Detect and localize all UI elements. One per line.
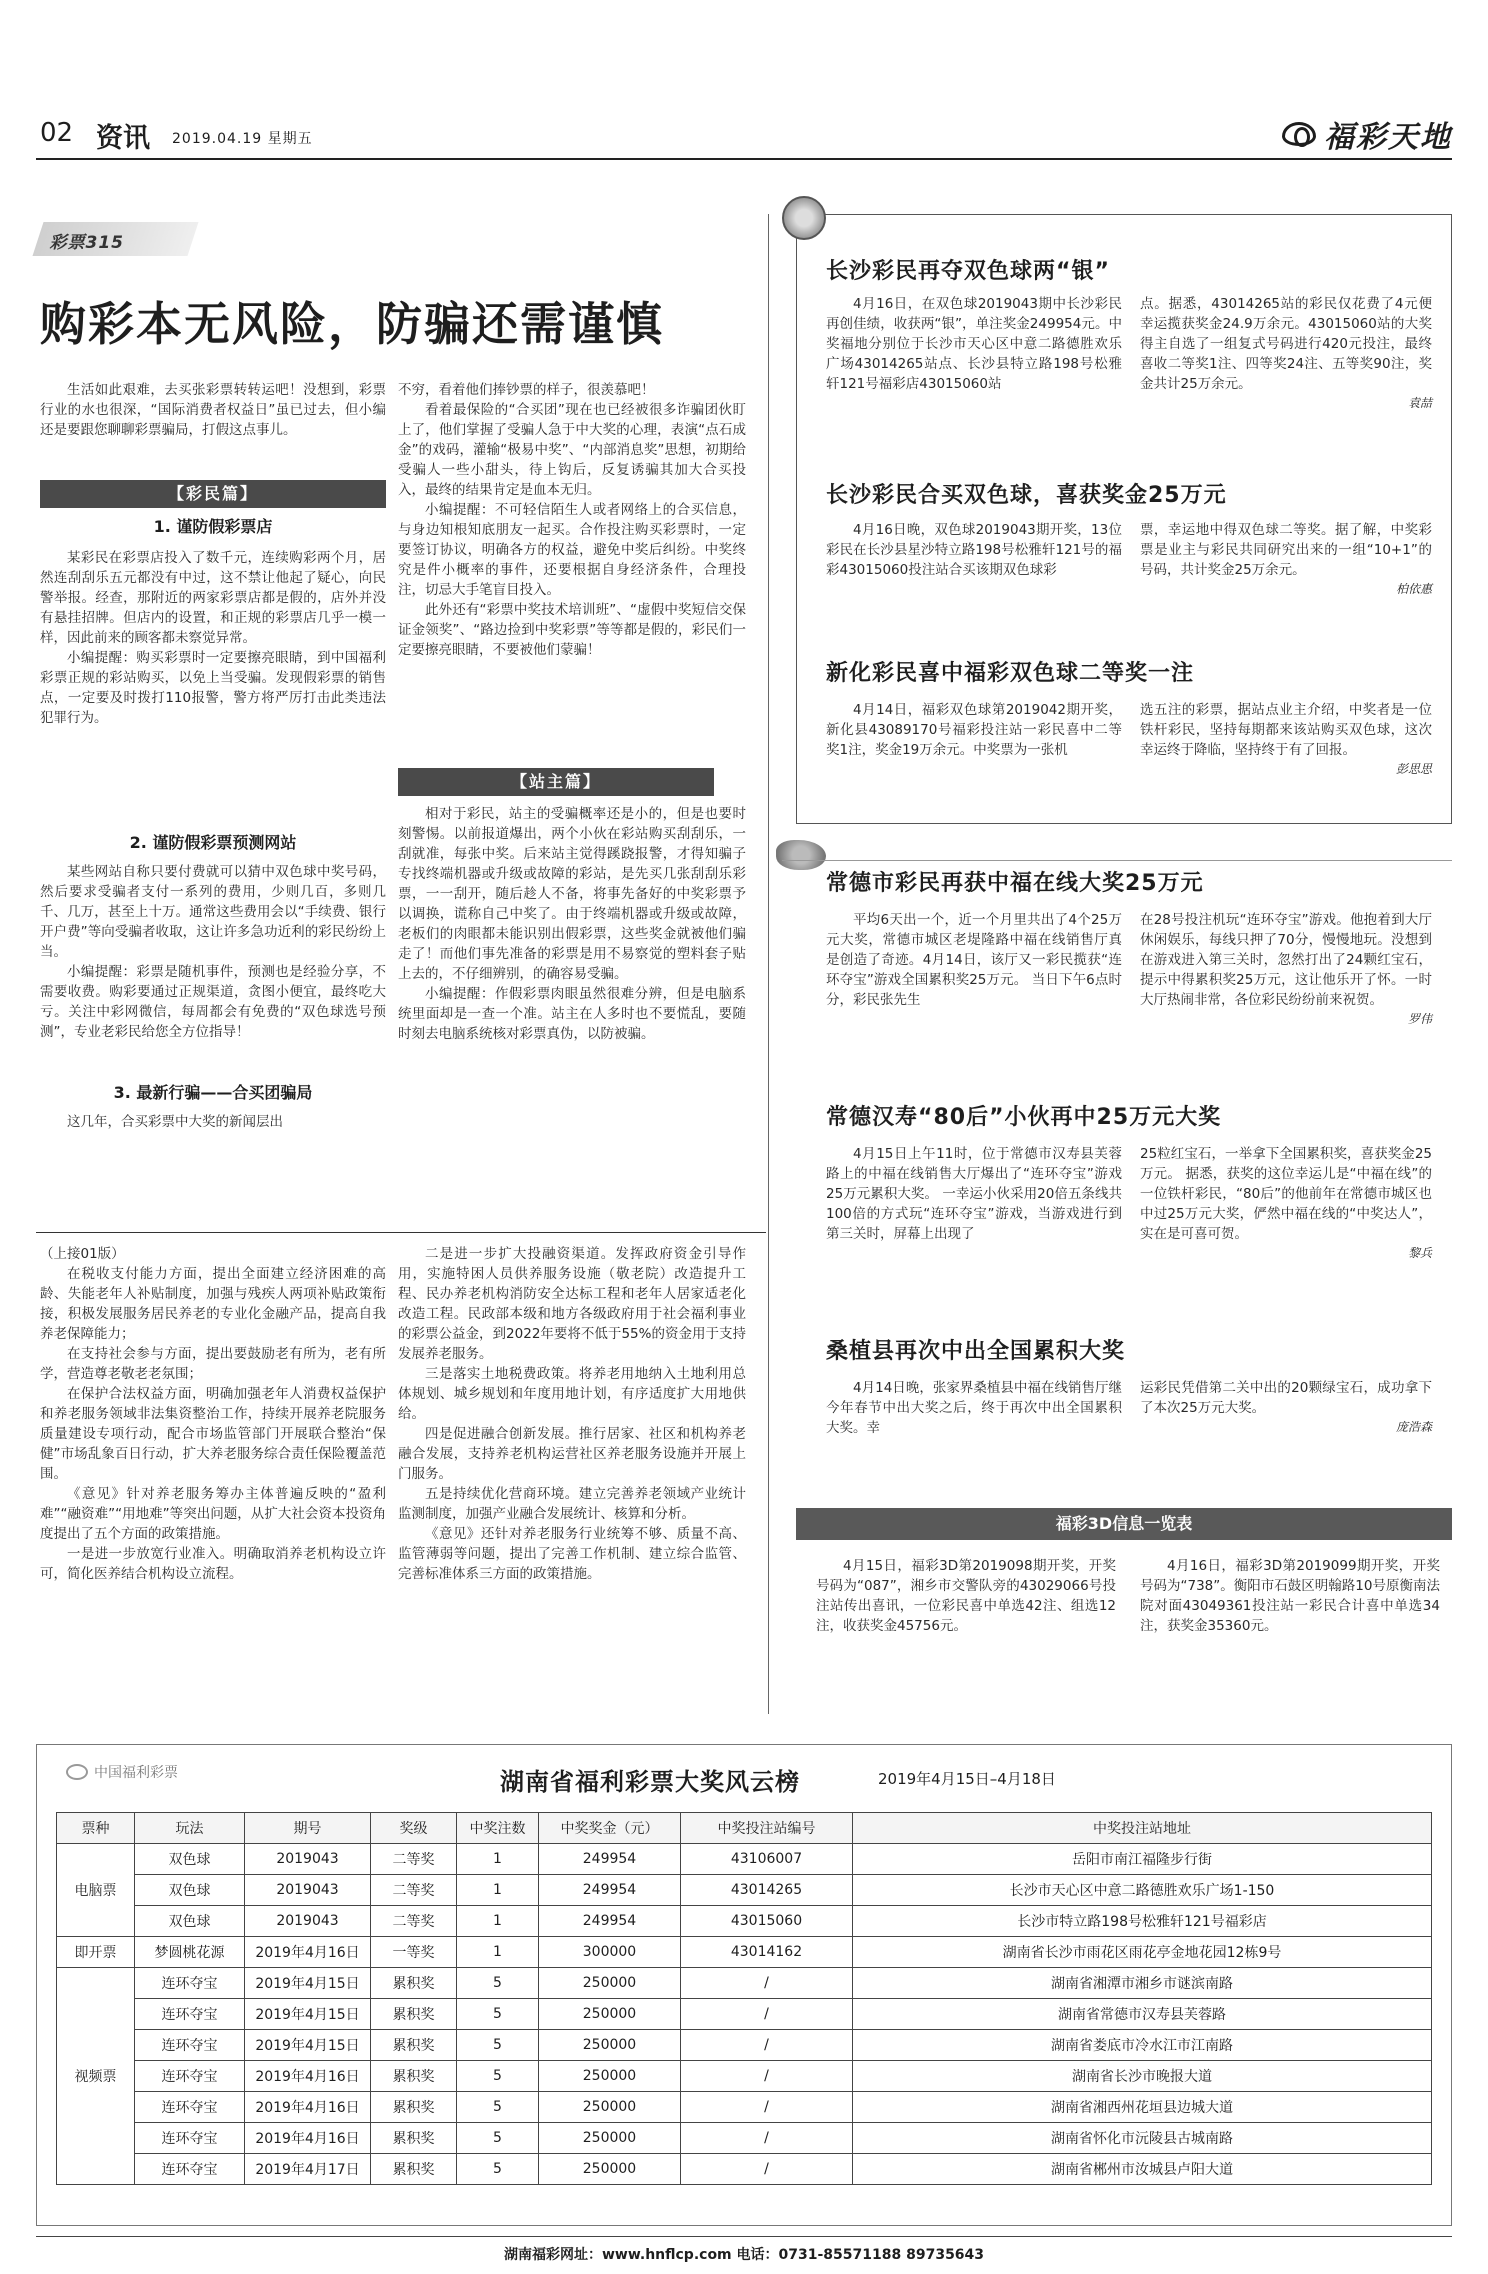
news-5-right [1140, 1144, 1432, 1261]
author: 庞浩森 [1395, 1420, 1432, 1434]
paragraph: 小编提醒：购买彩票时一定要擦亮眼睛，到中国福利彩票正规的彩站购买，以免上当受骗。发现假彩票的销售点，一定要及时拨打110报警，警方将严厉打击此类违法犯罪行为。 [40, 650, 386, 726]
table-cell: 长沙市特立路198号松雅轩121号福彩店 [853, 1906, 1432, 1937]
news-2-left [826, 520, 1122, 580]
issue-date: 2019.04.19 星期五 [172, 131, 313, 147]
author: 柏依惠 [1395, 582, 1432, 596]
paragraph: 在保护合法权益方面，明确加强老年人消费权益保护和养老服务领域非法集资整治工作，持续开展养老院服务质量建设专项行动，配合市场监管部门开展联合整治“保健”市场乱象百日行动，扩大养老服务综合责任保险覆盖范围。 [40, 1386, 386, 1482]
table-cell: / [681, 2123, 853, 2154]
news-4-left [826, 910, 1122, 1010]
news-title-3: 新化彩民喜中福彩双色球二等奖一注 [826, 661, 1195, 686]
author: 彭思思 [1395, 762, 1432, 776]
main-article-col1d [40, 1112, 386, 1132]
table-cell: 250000 [539, 2154, 681, 2185]
table-cell: 1 [457, 1875, 539, 1906]
table-cell: 250000 [539, 1968, 681, 1999]
table-cell: 2019年4月15日 [245, 1999, 371, 2030]
paragraph: 二是进一步扩大投融资渠道。发挥政府资金引导作用，实施特困人员供养服务设施（敬老院）改造提升工程、民办养老机构消防安全达标工程和老年人居家适老化改造工程。民政部本级和地方各级政府用于社会福利事业的彩票公益金，到2022年要将不低于55%的资金用于支持发展养老服务。 [398, 1246, 746, 1362]
table-cell: / [681, 1968, 853, 1999]
table-cell: 5 [457, 1968, 539, 1999]
table-cell: 湖南省娄底市冷水江市江南路 [853, 2030, 1432, 2061]
news-3-right [1140, 700, 1432, 777]
table-cell: 连环夺宝 [135, 2154, 245, 2185]
main-article-col1c [40, 862, 386, 1042]
paragraph: 25粒红宝石，一举拿下全国累积奖，喜获奖金25万元。 据悉，获奖的这位幸运儿是“中福在线”的一位铁杆彩民，“80后”的他前年在常德市城区也中过25万元大奖，俨然中福在线的“中奖达人”，实在是可喜可贺。 [1140, 1146, 1432, 1242]
prize-table-date: 2019年4月15日–4月18日 [878, 1770, 1056, 1788]
table-cell: 249954 [539, 1844, 681, 1875]
table-row [57, 1999, 1432, 2030]
paragraph: 4月15日上午11时，位于常德市汉寿县芙蓉路上的中福在线销售大厅爆出了“连环夺宝”游戏25万元累积大奖。 一幸运小伙采用20倍五条线共100倍的方式玩“连环夺宝”游戏，当游戏进行到第三关时，屏幕上出现了 [826, 1146, 1122, 1242]
column-header: 中奖奖金（元） [539, 1813, 681, 1844]
paragraph: 4月14日晚，张家界桑植县中福在线销售厅继今年春节中出大奖之后，终于再次中出全国累积大奖。幸 [826, 1380, 1122, 1436]
table-cell: 5 [457, 2154, 539, 2185]
table-cell: 湖南省湘西州花垣县边城大道 [853, 2092, 1432, 2123]
paragraph: 五是持续优化营商环境。建立完善养老领域产业统计监测制度，加强产业融合发展统计、核算和分析。 [398, 1486, 746, 1522]
footer-contact: 湖南福彩网址：www.hnflcp.com 电话：0731-85571188 89735643 [503, 2247, 985, 2263]
news-divider [782, 860, 1452, 861]
welfare-lottery-logo-icon [1282, 122, 1316, 146]
banner-315: 彩票315 [32, 222, 198, 256]
table-cell: 连环夺宝 [135, 2061, 245, 2092]
table-cell: 累积奖 [371, 2154, 457, 2185]
table-cell: 连环夺宝 [135, 1999, 245, 2030]
paragraph: 四是促进融合创新发展。推行居家、社区和机构养老融合发展，支持养老机构运营社区养老服务设施并开展上门服务。 [398, 1426, 746, 1482]
table-cell: 5 [457, 2123, 539, 2154]
news-title-6: 桑植县再次中出全国累积大奖 [826, 1339, 1126, 1364]
table-cell: 250000 [539, 2123, 681, 2154]
table-cell: 249954 [539, 1906, 681, 1937]
news-title-1: 长沙彩民再夺双色球两“银” [826, 259, 1110, 284]
paragraph: 平均6天出一个，近一个月里共出了4个25万元大奖，常德市城区老堤隆路中福在线销售厅真是创造了奇迹。4月14日，该厅又一彩民揽获“连环夺宝”游戏全国累积奖25万元。 当日下午6点时分，彩民张先生 [826, 912, 1122, 1008]
table-cell: 5 [457, 2030, 539, 2061]
paragraph: 生活如此艰难，去买张彩票转转运吧！没想到，彩票行业的水也很深，“国际消费者权益日”虽已过去，但小编还是要跟您聊聊彩票骗局，打假这点事儿。 [40, 382, 386, 438]
paragraph: 4月16日，福彩3D第2019099期开奖，开奖号码为“738”。衡阳市石鼓区明翰路10号原衡南法院对面43049361投注站一彩民合计喜中单选34注，获奖金35360元。 [1140, 1558, 1440, 1634]
news-title-5: 常德汉寿“80后”小伙再中25万元大奖 [826, 1105, 1222, 1130]
column-header: 中奖投注站编号 [681, 1813, 853, 1844]
table-cell: 二等奖 [371, 1906, 457, 1937]
author: 袁喆 [1407, 396, 1432, 410]
table-row [57, 2030, 1432, 2061]
table-cell: 2019年4月15日 [245, 2030, 371, 2061]
section-bar-station: 【站主篇】 [398, 768, 714, 796]
prize-table-title: 湖南省福利彩票大奖风云榜 [500, 1768, 800, 1796]
table-logo [66, 1762, 178, 1782]
column-divider [768, 214, 769, 1714]
table-cell: 43014162 [681, 1937, 853, 1968]
section-bar-players: 【彩民篇】 [40, 480, 386, 508]
table-cell: 双色球 [135, 1844, 245, 1875]
table-cell: 5 [457, 2092, 539, 2123]
table-cell: / [681, 2154, 853, 2185]
paragraph: 票，幸运地中得双色球二等奖。据了解，中奖彩票是业主与彩民共同研究出来的一组“10+1”的号码，共计奖金25万余元。 [1140, 522, 1432, 578]
table-cell: / [681, 2030, 853, 2061]
paragraph: 一是进一步放宽行业准入。明确取消养老机构设立许可，简化医养结合机构设立流程。 [40, 1546, 386, 1582]
table-cell: 梦圆桃花源 [135, 1937, 245, 1968]
table-cell: 250000 [539, 2061, 681, 2092]
table-row [57, 1906, 1432, 1937]
table-cell: 二等奖 [371, 1844, 457, 1875]
table-cell: 2019年4月16日 [245, 1937, 371, 1968]
table-cell: 2019043 [245, 1906, 371, 1937]
paragraph: 4月16日，在双色球2019043期中长沙彩民再创佳绩，收获两“银”，单注奖金249954元。中奖福地分别位于长沙市天心区中意二路德胜欢乐广场43014265站点、长沙县特立路198号松雅轩121号福彩店43015060站 [826, 296, 1122, 392]
table-cell: 连环夺宝 [135, 2030, 245, 2061]
page-number: 02 [40, 118, 74, 148]
paragraph: 此外还有“彩票中奖技术培训班”、“虚假中奖短信交保证金领奖”、“路边捡到中奖彩票”等等都是假的，彩民们一定要擦亮眼睛，不要被他们蒙骗！ [398, 602, 746, 658]
table-cell: / [681, 2092, 853, 2123]
table-row [57, 2123, 1432, 2154]
table-cell: 长沙市天心区中意二路德胜欢乐广场1-150 [853, 1875, 1432, 1906]
paragraph: 在支持社会参与方面，提出要鼓励老有所为，老有所学，营造尊老敬老老氛围； [40, 1346, 386, 1382]
subhead-fake-website: 2. 谨防假彩票预测网站 [129, 833, 297, 852]
footer-rule [36, 2236, 1452, 2237]
column-header: 期号 [245, 1813, 371, 1844]
table-cell: 2019年4月16日 [245, 2123, 371, 2154]
table-cell: 二等奖 [371, 1875, 457, 1906]
info-3d-left [816, 1556, 1116, 1636]
news-1-left [826, 294, 1122, 394]
paragraph: 4月14日，福彩双色球第2019042期开奖，新化县43089170号福彩投注站一彩民喜中二等奖1注，奖金19万余元。中奖票为一张机 [826, 702, 1122, 758]
logo-text: 中国福利彩票 [94, 1765, 178, 1781]
news-2-right [1140, 520, 1432, 597]
table-cell: 300000 [539, 1937, 681, 1968]
table-cell: 5 [457, 1999, 539, 2030]
paragraph: 小编提醒：不可轻信陌生人或者网络上的合买信息，与身边知根知底朋友一起买。合作投注购买彩票时，一定要签订协议，明确各方的权益，避免中奖后纠纷。中奖终究是件小概率的事件，还要根据自身经济条件，合理投注，切忌大手笔盲目投入。 [398, 502, 746, 598]
table-row [57, 2092, 1432, 2123]
table-cell: 250000 [539, 2030, 681, 2061]
subhead-fake-store: 1. 谨防假彩票店 [153, 517, 273, 536]
paragraph: 小编提醒：彩票是随机事件，预测也是经验分享，不需要收费。购彩要通过正规渠道，贪图小便宜，最终吃大亏。关注中彩网微信，每周都会有免费的“双色球选号预测”，专业老彩民给您全方位指导！ [40, 964, 386, 1040]
ticket-type-cell: 电脑票 [57, 1844, 135, 1937]
table-cell: 1 [457, 1844, 539, 1875]
table-cell: 1 [457, 1937, 539, 1968]
table-cell: 2019043 [245, 1875, 371, 1906]
paragraph: 某彩民在彩票店投入了数千元，连续购彩两个月，居然连刮刮乐五元都没有中过，这不禁让他起了疑心，向民警举报。经查，那附近的两家彩票店都是假的，店外并没有悬挂招牌。但店内的设置，和正规的彩票店几乎一模一样，因此前来的顾客都未察觉异常。 [40, 550, 386, 646]
table-cell: 一等奖 [371, 1937, 457, 1968]
paragraph: 点。据悉，43014265站的彩民仅花费了4元便幸运揽获奖金24.9万余元。43015060站的大奖得主自选了一组复式号码进行420元投注，最终喜收二等奖1注、四等奖24注、五等奖90注，奖金共计25万余元。 [1140, 296, 1432, 392]
paragraph: 小编提醒：作假彩票肉眼虽然很难分辨，但是电脑系统里面却是一查一个准。站主在人多时也不要慌乱，要随时刻去电脑系统核对彩票真伪，以防被骗。 [398, 986, 746, 1042]
news-1-right [1140, 294, 1432, 411]
column-header: 中奖注数 [457, 1813, 539, 1844]
paragraph: 选五注的彩票，据站点业主介绍，中奖者是一位铁杆彩民，坚持每期都来该站购买双色球，这次幸运终于降临，坚持终于有了回报。 [1140, 702, 1432, 758]
table-cell: 累积奖 [371, 2061, 457, 2092]
paragraph: 相对于彩民，站主的受骗概率还是小的，但是也要时刻警惕。以前报道爆出，两个小伙在彩站购买刮刮乐，一刮就准，每张中奖。后来站主觉得蹊跷报警，才得知骗子专找终端机器或升级或故障的彩站，是先买几张刮刮乐彩票，一一刮开，随后趁人不备，将事先备好的中奖彩票予以调换，谎称自己中奖了。由于终端机器或升级或故障，老板们的肉眼都未能识别出假彩票，这些奖金就被他们骗走了！而他们事先准备的彩票是用不易察觉的塑料套子贴上去的，不仔细辨别，的确容易受骗。 [398, 806, 746, 982]
table-cell: 2019年4月17日 [245, 2154, 371, 2185]
ticket-type-cell: 视频票 [57, 1968, 135, 2185]
table-cell: 累积奖 [371, 1999, 457, 2030]
table-cell: 累积奖 [371, 1968, 457, 1999]
main-article-col2 [398, 380, 746, 660]
news-4-right [1140, 910, 1432, 1027]
paragraph: 4月15日，福彩3D第2019098期开奖，开奖号码为“087”，湘乡市交警队旁的43029066号投注站传出喜讯，一位彩民喜中单选42注、组选12注，收获奖金45756元。 [816, 1558, 1116, 1634]
paragraph: 不穷，看着他们捧钞票的样子，很羡慕吧！ [398, 382, 655, 398]
paragraph: 在税收支付能力方面，提出全面建立经济困难的高龄、失能老年人补贴制度，加强与残疾人两项补贴政策衔接，积极发展服务居民养老的专业化金融产品，提高自我养老保障能力； [40, 1266, 386, 1342]
news-6-left [826, 1378, 1122, 1438]
table-cell: 累积奖 [371, 2030, 457, 2061]
table-cell: 累积奖 [371, 2092, 457, 2123]
main-headline: 购彩本无风险，防骗还需谨慎 [40, 297, 664, 351]
column-header: 奖级 [371, 1813, 457, 1844]
table-cell: 43106007 [681, 1844, 853, 1875]
table-row [57, 1875, 1432, 1906]
table-body [57, 1844, 1432, 2185]
paragraph: 《意见》还针对养老服务行业统筹不够、质量不高、监管薄弱等问题，提出了完善工作机制、建立综合监管、完善标准体系三方面的政策措施。 [398, 1526, 746, 1582]
paragraph: 看着最保险的“合买团”现在也已经被很多诈骗团伙盯上了，他们掌握了受骗人急于中大奖的心理，表演“点石成金”的戏码，灌输“极易中奖”、“内部消息奖”思想，初期给受骗人一些小甜头，待上钩后，反复诱骗其加大合买投入，最终的结果肯定是血本无归。 [398, 402, 746, 498]
ornament-icon [776, 840, 826, 870]
paragraph: 4月16日晚，双色球2019043期开奖，13位彩民在长沙县星沙特立路198号松雅轩121号的福彩43015060投注站合买该期双色球彩 [826, 522, 1122, 578]
table-cell: 湖南省郴州市汝城县卢阳大道 [853, 2154, 1432, 2185]
column-header: 玩法 [135, 1813, 245, 1844]
news-6-right [1140, 1378, 1432, 1435]
info-3d-title: 福彩3D信息一览表 [796, 1508, 1452, 1540]
info-3d-right [1140, 1556, 1440, 1636]
table-row [57, 1937, 1432, 1968]
table-row [57, 2061, 1432, 2092]
table-cell: 43015060 [681, 1906, 853, 1937]
table-cell: 2019年4月16日 [245, 2061, 371, 2092]
column-header: 中奖投注站地址 [853, 1813, 1432, 1844]
table-header-row [57, 1813, 1432, 1844]
table-cell: 湖南省长沙市晚报大道 [853, 2061, 1432, 2092]
table-row [57, 1844, 1432, 1875]
table-cell: / [681, 1999, 853, 2030]
table-cell: 连环夺宝 [135, 1968, 245, 1999]
brand-masthead [1282, 112, 1452, 156]
table-cell: 湖南省长沙市雨花区雨花亭金地花园12栋9号 [853, 1937, 1432, 1968]
table-row [57, 2154, 1432, 2185]
news-title-4: 常德市彩民再获中福在线大奖25万元 [826, 871, 1204, 896]
main-article-col2b [398, 804, 746, 1044]
news-3-left [826, 700, 1122, 760]
table-cell: 双色球 [135, 1875, 245, 1906]
table-cell: 湖南省常德市汉寿县芙蓉路 [853, 1999, 1432, 2030]
paragraph: 在28号投注机玩“连环夺宝”游戏。他抱着到大厅休闲娱乐，每线只押了70分，慢慢地玩。没想到在游戏进入第三关时，忽然打出了24颗红宝石，提示中得累积奖25万元，这让他乐开了怀。一时大厅热闹非常，各位彩民纷纷前来祝贺。 [1140, 912, 1432, 1008]
subhead-group-buy-scam: 3. 最新行骗——合买团骗局 [113, 1083, 313, 1102]
section-name: 资讯 [96, 123, 150, 154]
author: 黎兵 [1407, 1246, 1432, 1260]
table-cell: 250000 [539, 2092, 681, 2123]
lower-article-col1 [40, 1244, 386, 1584]
header-rule [36, 158, 1452, 160]
paragraph: 运彩民凭借第二关中出的20颗绿宝石，成功拿下了本次25万元大奖。 [1140, 1380, 1432, 1416]
main-article-col1 [40, 380, 386, 440]
table-cell: 249954 [539, 1875, 681, 1906]
table-cell: / [681, 2061, 853, 2092]
paragraph: 某些网站自称只要付费就可以猜中双色球中奖号码，然后要求受骗者支付一系列的费用，少则几百，多则几千、几万，甚至上十万。通常这些费用会以“手续费、银行开户费”等向受骗者收取，这让许多急功近利的彩民纷纷上当。 [40, 864, 386, 960]
lower-article-col2 [398, 1244, 746, 1584]
table-row [57, 1968, 1432, 1999]
column-header: 票种 [57, 1813, 135, 1844]
welfare-lottery-logo-icon [66, 1764, 88, 1780]
paragraph: 这几年，合买彩票中大奖的新闻层出 [67, 1114, 283, 1130]
table-cell: 累积奖 [371, 2123, 457, 2154]
author: 罗伟 [1407, 1012, 1432, 1026]
table-cell: 湖南省怀化市沅陵县古城南路 [853, 2123, 1432, 2154]
paragraph: （上接01版） [40, 1246, 125, 1262]
brand-name: 福彩天地 [1324, 120, 1452, 155]
table-cell: 250000 [539, 1999, 681, 2030]
table-cell: 2019043 [245, 1844, 371, 1875]
table-cell: 连环夺宝 [135, 2092, 245, 2123]
paragraph: 三是落实土地税费政策。将养老用地纳入土地利用总体规划、城乡规划和年度用地计划，有序适度扩大用地供给。 [398, 1366, 746, 1422]
paragraph: 《意见》针对养老服务筹办主体普遍反映的“盈利难”“融资难”“用地难”等突出问题，从扩大社会资本投资角度提出了五个方面的政策措施。 [40, 1486, 386, 1542]
news-5-left [826, 1144, 1122, 1244]
news-title-2: 长沙彩民合买双色球，喜获奖金25万元 [826, 483, 1227, 508]
table-cell: 2019年4月15日 [245, 1968, 371, 1999]
prize-table [56, 1812, 1432, 2185]
table-cell: 1 [457, 1906, 539, 1937]
table-cell: 岳阳市南江福隆步行街 [853, 1844, 1432, 1875]
section-divider [36, 1232, 766, 1233]
table-cell: 5 [457, 2061, 539, 2092]
table-cell: 连环夺宝 [135, 2123, 245, 2154]
ticket-type-cell: 即开票 [57, 1937, 135, 1968]
seal-icon [782, 196, 826, 240]
main-article-col1b [40, 548, 386, 728]
table-cell: 湖南省湘潭市湘乡市谜滨南路 [853, 1968, 1432, 1999]
table-cell: 2019年4月16日 [245, 2092, 371, 2123]
table-cell: 43014265 [681, 1875, 853, 1906]
table-cell: 双色球 [135, 1906, 245, 1937]
